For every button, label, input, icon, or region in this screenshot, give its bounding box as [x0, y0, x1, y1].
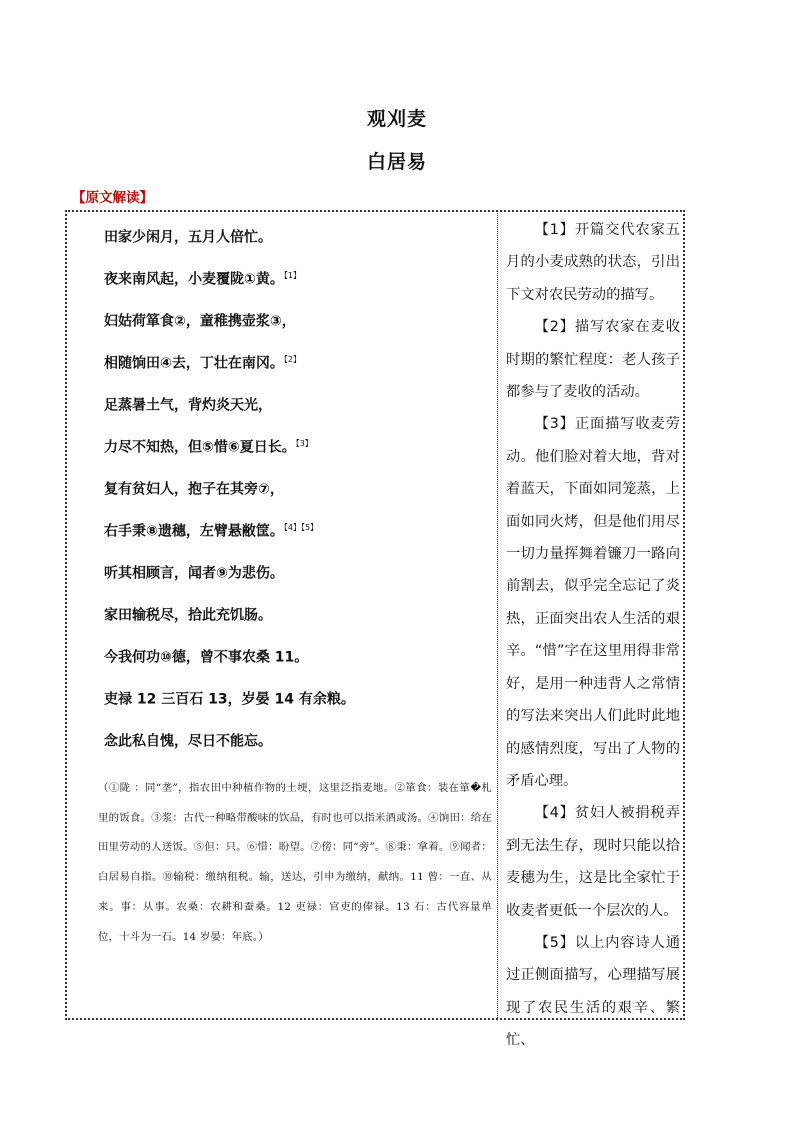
poem-line: 力尽不知热，但⑤惜⑥夏日长。$^{【3】}$ [104, 439, 313, 456]
poem-author: 白居易 [366, 151, 427, 173]
poem-line: 相随饷田④去，丁壮在南冈。$^{【2】}$ [104, 355, 301, 372]
poem-line: 今我何功⑩德，曾不事农桑 11。 [104, 649, 309, 666]
poem-title: 观刈麦 [366, 108, 427, 130]
poem-column [104, 224, 492, 770]
poem-line: 田家少闲月，五月人倍忙。 [104, 229, 272, 246]
column-divider [497, 210, 498, 1020]
poem-line: 复有贫妇人，抱子在其旁⑦， [104, 481, 284, 498]
annotation-4: 【4】贫妇人被捐税弄到无法生存，现时只能以拾麦穗为生，这是比全家忙于收麦者更低一个层次的人。 [506, 805, 680, 919]
annotation-column [506, 214, 680, 1049]
annotation-3: 【3】正面描写收麦劳动。他们脸对着大地，背对着蓝天，下面如同笼蒸，上面如同火烤，但是他们用尽一切力量挥舞着镰刀一路向前割去，似乎完全忘记了炎热，正面突出农人生活的艰辛。“惜”字在这里用得非常好，是用一种违背人之常情的写法来突出人们此时此地的感情烈度，写出了人物的矛盾心理。 [506, 416, 680, 789]
poem-line: 家田输税尽，拾此充饥肠。 [104, 607, 272, 624]
poem-line: 妇姑荷箪食②，童稚携壶浆③， [104, 313, 296, 330]
poem-line: 吏禄 12 三百石 13，岁晏 14 有余粮。 [104, 691, 355, 708]
annotation-1: 【1】开篇交代农家五月的小麦成熟的状态，引出下文对农民劳动的描写。 [506, 222, 680, 303]
annotation-5: 【5】以上内容诗人通过正侧面描写，心理描写展现了农民生活的艰辛、繁忙、 [506, 934, 680, 1049]
poem-line: 足蒸暑土气，背灼炎天光， [104, 397, 272, 414]
poem-line: 听其相顾言，闻者⑨为悲伤。 [104, 565, 284, 582]
poem-line: 夜来南风起，小麦覆陇①黄。$^{【1】}$ [104, 271, 301, 288]
poem-line: 念此私自愧，尽日不能忘。 [104, 733, 272, 750]
poem-line: 右手秉⑧遗穗，左臂悬敝筐。$^{【4】【5】}$ [104, 523, 319, 540]
annotation-2: 【2】描写农家在麦收时期的繁忙程度：老人孩子都参与了麦收的活动。 [506, 319, 680, 401]
glossary-notes: （①陇 ：同“垄”，指农田中种植作物的土埂，这里泛指麦地。②箪食：装在箪�札里的饭食。③浆：古代一种略带酸味的饮品，有时也可以指米酒或汤。④饷田：给在田里劳动的人送饭。⑤但：只。⑥惜：盼望。⑦傍：同“旁”。⑧秉：拿着。⑨闻者：白居易自指。⑩输税：缴纳租税。输，送达，引申为缴纳，献纳。11 曾：一直、从来。事：从事。农桑：农耕和蚕桑。12 吏禄：官吏的俸禄。13 石：古代容量单位，十斗为一石。14 岁晏：年底。） [98, 782, 492, 943]
section-label: 【原文解读】 [72, 190, 153, 206]
